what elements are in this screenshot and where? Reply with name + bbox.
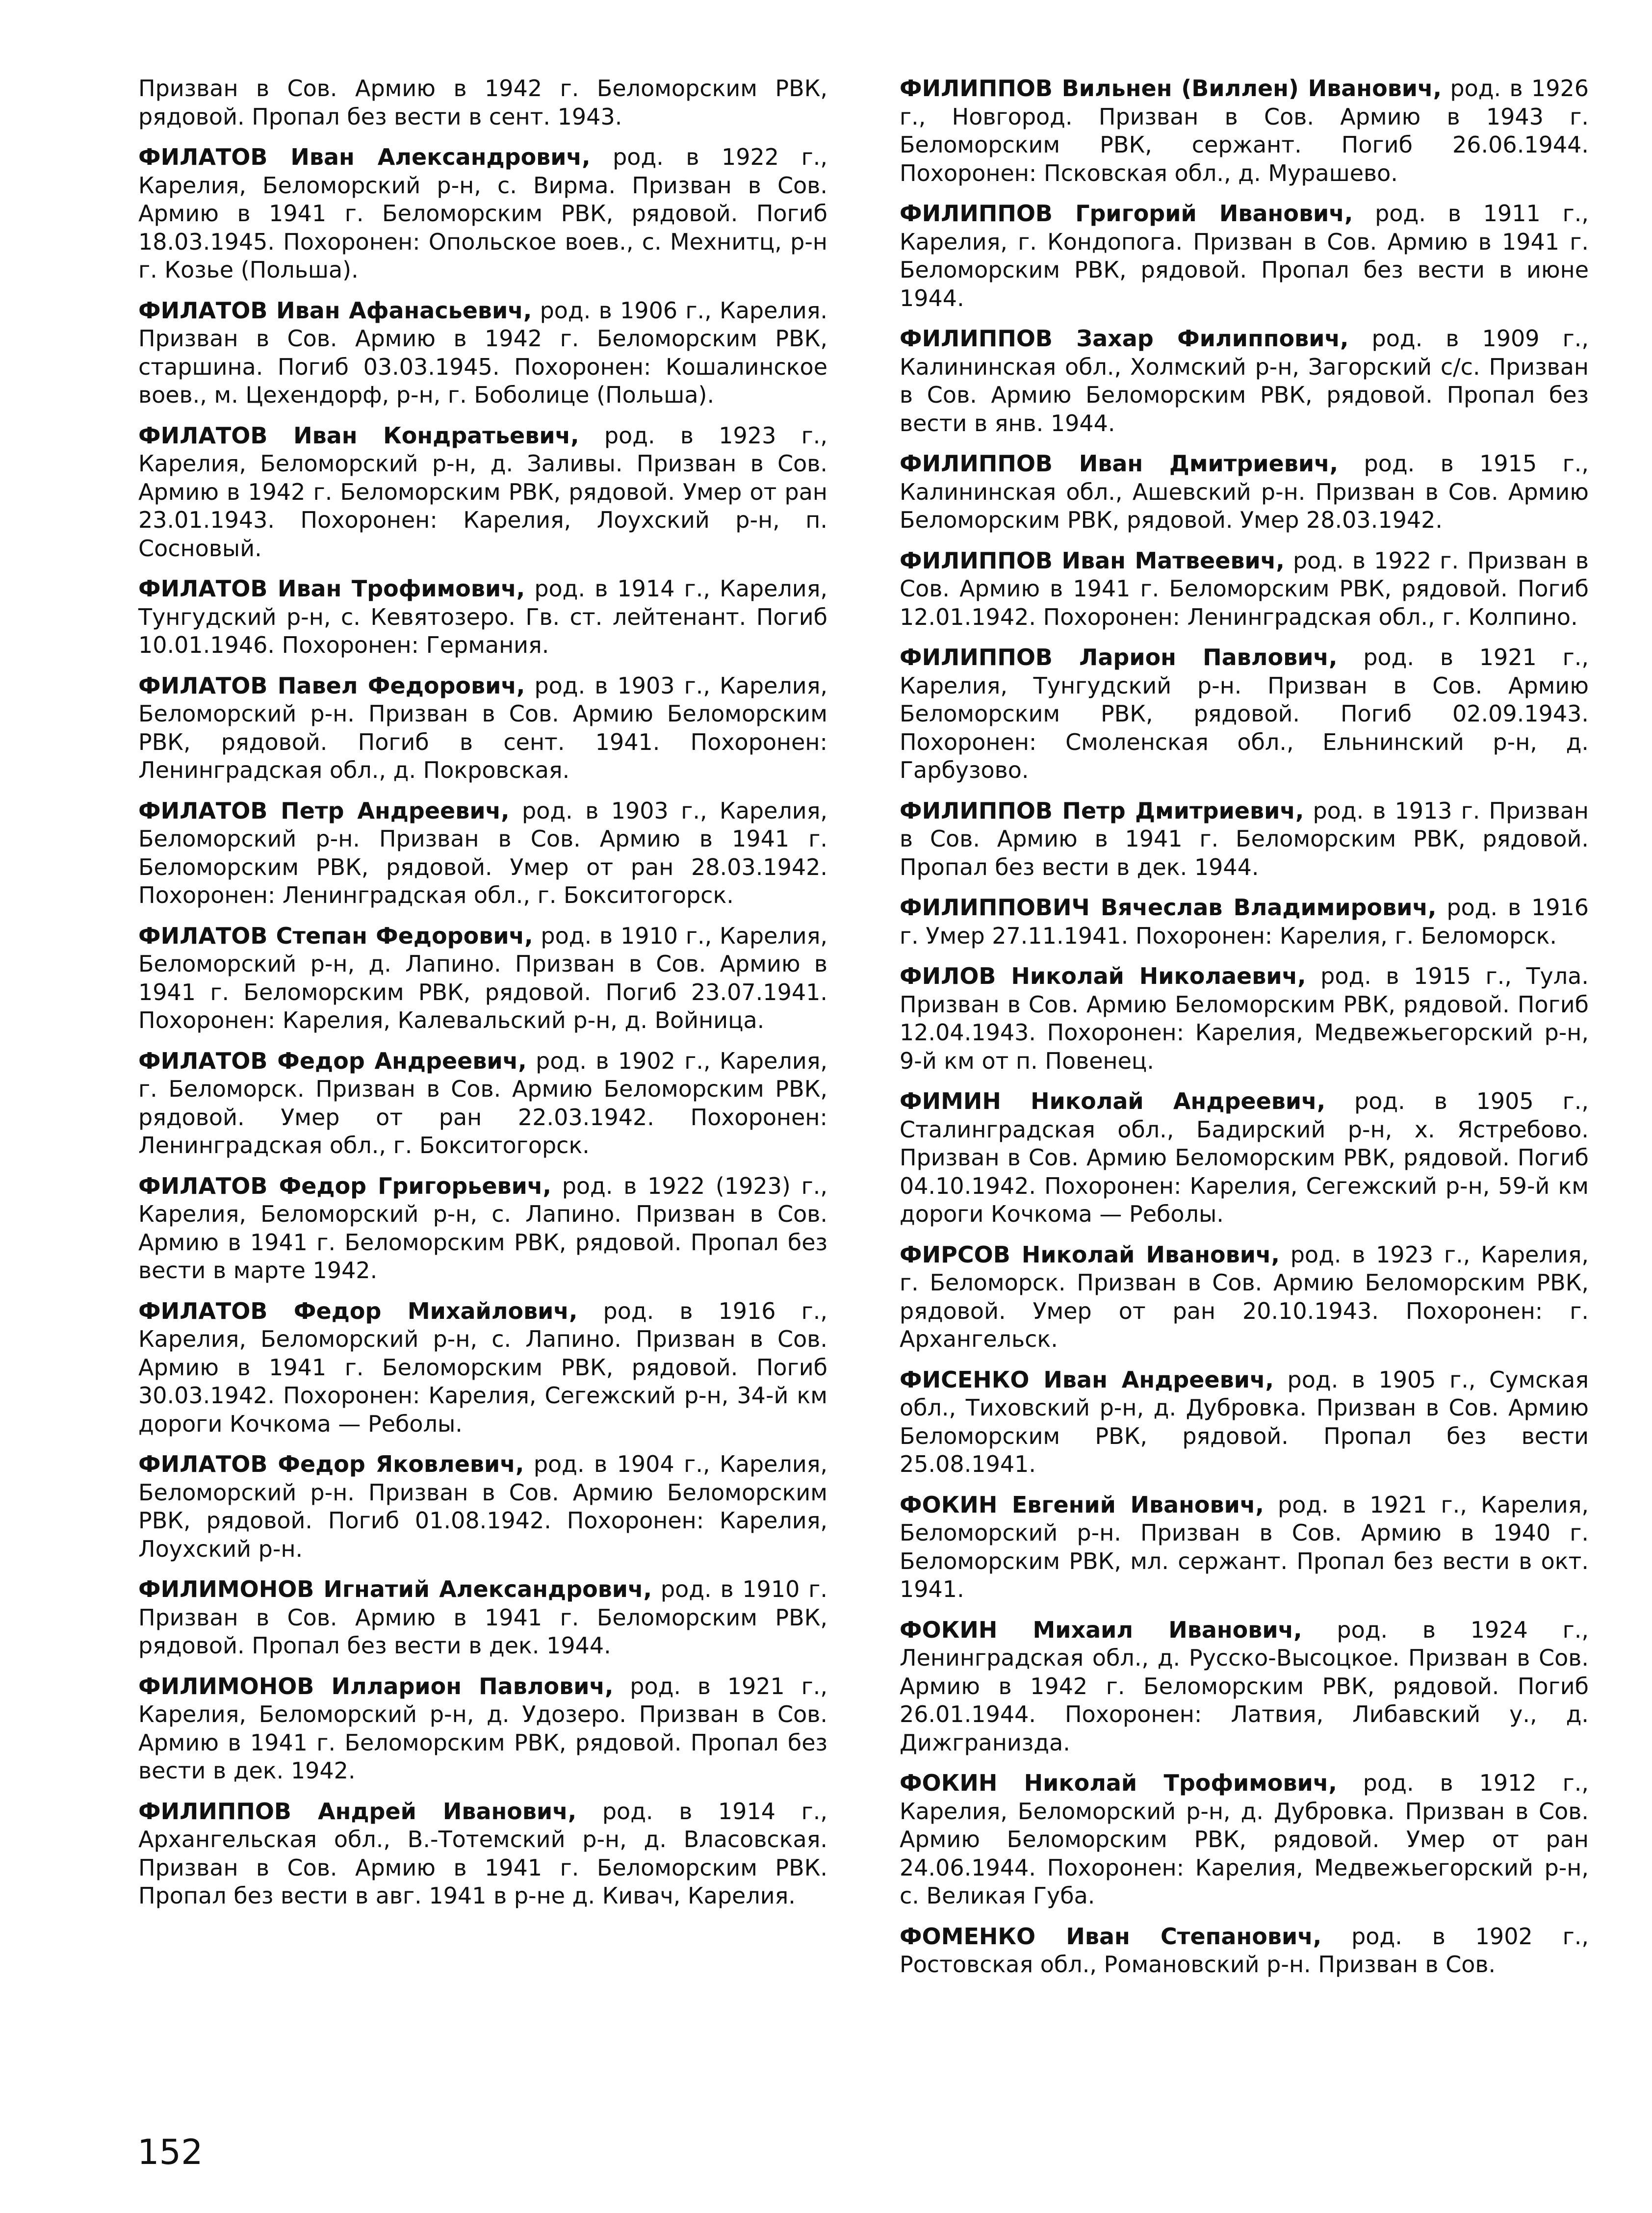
person-name: ФИРСОВ Николай Иванович, xyxy=(900,1241,1280,1268)
entry-text: род. в 1905 г., Сумская обл., Тиховский р-н, д. Дубровка. Призван в Сов. Армию Беломорским РВК, рядовой. Пропал без вести 25.08.1941. xyxy=(900,1366,1589,1477)
biography-entry xyxy=(138,1297,827,1439)
person-name: ФИЛИППОВ Захар Филиппович, xyxy=(900,325,1349,352)
biography-entry xyxy=(138,797,827,910)
person-name: ФИЛИМОНОВ Илларион Павлович, xyxy=(138,1673,614,1699)
biography-entry xyxy=(138,1798,827,1910)
entry-text: род. в 1921 г., Карелия, Беломорский р-н. Призван в Сов. Армию в 1940 г. Беломорским РВК, мл. сержант. Пропал без вести в окт. 1941. xyxy=(900,1491,1589,1602)
person-name: ФИСЕНКО Иван Андреевич, xyxy=(900,1366,1274,1393)
person-name: ФОКИН Николай Трофимович, xyxy=(900,1770,1337,1796)
biography-entry xyxy=(900,894,1589,950)
person-name: ФИЛИМОНОВ Игнатий Александрович, xyxy=(138,1576,652,1602)
entry-text: род. в 1922 г. Призван в Сов. Армию в 1941 г. Беломорским РВК, рядовой. Погиб 12.01.1942. Похоронен: Ленинградская обл., г. Колпино. xyxy=(900,547,1589,630)
biography-entry xyxy=(900,962,1589,1075)
entry-text: род. в 1926 г., Новгород. Призван в Сов. Армию в 1943 г. Беломорским РВК, сержант. Погиб 26.06.1944. Похоронен: Псковская обл., д. Мурашево. xyxy=(900,75,1589,186)
entry-text: род. в 1903 г., Карелия, Беломорский р-н. Призван в Сов. Армию Беломорским РВК, рядовой. Погиб в сент. 1941. Похоронен: Ленинградская обл., д. Покровская. xyxy=(138,672,827,783)
biography-entry xyxy=(900,1616,1589,1757)
person-name: ФОМЕНКО Иван Степанович, xyxy=(900,1923,1322,1950)
biography-entry xyxy=(138,1047,827,1160)
person-name: ФИЛИППОВ Петр Дмитриевич, xyxy=(900,797,1304,824)
biography-entry xyxy=(138,575,827,660)
entry-text: род. в 1923 г., Карелия, Беломорский р-н, д. Заливы. Призван в Сов. Армию в 1942 г. Беломорским РВК, рядовой. Умер от ран 23.01.1943. Похоронен: Карелия, Лоухский р-н, п. Сосновый. xyxy=(138,422,827,562)
biography-entry xyxy=(138,922,827,1035)
entry-text: род. в 1914 г., Архангельская обл., В.-Тотемский р-н, д. Власовская. Призван в Сов. Армию в 1941 г. Беломорским РВК. Пропал без вести в авг. 1941 в р-не д. Кивач, Карелия. xyxy=(138,1798,827,1909)
entry-text: род. в 1914 г., Карелия, Тунгудский р-н, с. Кевятозеро. Гв. ст. лейтенант. Погиб 10.01.1946. Похоронен: Германия. xyxy=(138,575,827,658)
entry-text: род. в 1921 г., Карелия, Тунгудский р-н. Призван в Сов. Армию Беломорским РВК, рядовой. Погиб 02.09.1943. Похоронен: Смоленская обл., Ельнинский р-н, д. Гарбузово. xyxy=(900,644,1589,783)
person-name: ФИЛАТОВ Федор Яковлевич, xyxy=(138,1451,524,1477)
biography-entry xyxy=(900,1923,1589,1979)
entry-text: род. в 1916 г., Карелия, Беломорский р-н, с. Лапино. Призван в Сов. Армию в 1941 г. Беломорским РВК, рядовой. Погиб 30.03.1942. Похоронен: Карелия, Сегежский р-н, 34-й км дороги Кочкома — Реболы. xyxy=(138,1297,827,1437)
person-name: ФИЛОВ Николай Николаевич, xyxy=(900,963,1306,989)
entry-text: род. в 1922 (1923) г., Карелия, Беломорский р-н, с. Лапино. Призван в Сов. Армию в 1941 г. Беломорским РВК, рядовой. Пропал без вести в марте 1942. xyxy=(138,1172,827,1284)
entry-text: род. в 1921 г., Карелия, Беломорский р-н, д. Удозеро. Призван в Сов. Армию в 1941 г. Беломорским РВК, рядовой. Пропал без вести в дек. 1942. xyxy=(138,1673,827,1784)
entry-text: род. в 1923 г., Карелия, г. Беломорск. Призван в Сов. Армию Беломорским РВК, рядовой. Умер от ран 20.10.1943. Похоронен: г. Архангельск. xyxy=(900,1241,1589,1352)
biography-entry xyxy=(900,1491,1589,1604)
biography-entry xyxy=(900,1087,1589,1229)
biography-entry xyxy=(138,422,827,563)
person-name: ФИЛИППОВ Иван Матвеевич, xyxy=(900,547,1285,574)
biography-entry xyxy=(138,75,827,131)
entry-text: род. в 1902 г., Ростовская обл., Романовский р-н. Призван в Сов. xyxy=(900,1923,1589,1978)
entry-text: род. в 1910 г. Призван в Сов. Армию в 1941 г. Беломорским РВК, рядовой. Пропал без вести в дек. 1944. xyxy=(138,1576,827,1659)
biography-entry xyxy=(900,200,1589,312)
left-column xyxy=(138,75,827,1923)
entry-text: род. в 1905 г., Сталинградская обл., Бадирский р-н, х. Ястребово. Призван в Сов. Армию Беломорским РВК, рядовой. Погиб 04.10.1942. Похоронен: Карелия, Сегежский р-н, 59-й км дороги Кочкома — Реболы. xyxy=(900,1088,1589,1227)
person-name: ФОКИН Евгений Иванович, xyxy=(900,1491,1264,1518)
entry-text: род. в 1911 г., Карелия, г. Кондопога. Призван в Сов. Армию в 1941 г. Беломорским РВК, рядовой. Пропал без вести в июне 1944. xyxy=(900,200,1589,311)
page-number: 152 xyxy=(137,2132,203,2172)
biography-entry xyxy=(900,75,1589,187)
person-name: ФИЛАТОВ Иван Кондратьевич, xyxy=(138,422,579,449)
entry-text: род. в 1922 г., Карелия, Беломорский р-н, с. Вирма. Призван в Сов. Армию в 1941 г. Беломорским РВК, рядовой. Погиб 18.03.1945. Похоронен: Опольское воев., с. Мехнитц, р-н г. Козье (Польша). xyxy=(138,144,827,283)
biography-entry xyxy=(900,797,1589,882)
entry-text: род. в 1903 г., Карелия, Беломорский р-н. Призван в Сов. Армию в 1941 г. Беломорским РВК, рядовой. Умер от ран 28.03.1942. Похоронен: Ленинградская обл., г. Бокситогорск. xyxy=(138,797,827,908)
biography-entry xyxy=(138,1172,827,1285)
biography-entry xyxy=(138,1450,827,1563)
entry-text: род. в 1915 г., Калининская обл., Ашевский р-н. Призван в Сов. Армию Беломорским РВК, рядовой. Умер 28.03.1942. xyxy=(900,450,1589,533)
person-name: ФИЛАТОВ Федор Григорьевич, xyxy=(138,1172,551,1199)
person-name: ФИЛАТОВ Степан Федорович, xyxy=(138,922,533,949)
entry-text: Призван в Сов. Армию в 1942 г. Беломорским РВК, рядовой. Пропал без вести в сент. 1943. xyxy=(138,75,827,130)
biography-entry xyxy=(138,297,827,410)
biography-entry xyxy=(900,1769,1589,1910)
biography-entry xyxy=(138,672,827,785)
entry-text: род. в 1912 г., Карелия, Беломорский р-н, д. Дубровка. Призван в Сов. Армию Беломорским РВК, рядовой. Умер от ран 24.06.1944. Похоронен: Карелия, Медвежьегорский р-н, с. Великая Губа. xyxy=(900,1770,1589,1909)
person-name: ФИЛАТОВ Федор Михайлович, xyxy=(138,1297,578,1324)
person-name: ФИМИН Николай Андреевич, xyxy=(900,1088,1326,1114)
person-name: ФИЛИППОВ Андрей Иванович, xyxy=(138,1798,577,1825)
person-name: ФИЛАТОВ Федор Андреевич, xyxy=(138,1047,527,1074)
entry-text: род. в 1909 г., Калининская обл., Холмский р-н, Загорский с/с. Призван в Сов. Армию Беломорским РВК, рядовой. Пропал без вести в янв. 1944. xyxy=(900,325,1589,437)
biography-entry xyxy=(900,1366,1589,1479)
biography-entry xyxy=(138,143,827,284)
person-name: ФИЛИППОВ Григорий Иванович, xyxy=(900,200,1353,227)
person-name: ФИЛАТОВ Иван Александрович, xyxy=(138,144,591,170)
entry-text: род. в 1904 г., Карелия, Беломорский р-н. Призван в Сов. Армию Беломорским РВК, рядовой. Погиб 01.08.1942. Похоронен: Карелия, Лоухский р-н. xyxy=(138,1451,828,1562)
entry-text: род. в 1916 г. Умер 27.11.1941. Похоронен: Карелия, г. Беломорск. xyxy=(900,894,1589,949)
entry-text: род. в 1902 г., Карелия, г. Беломорск. Призван в Сов. Армию Беломорским РВК, рядовой. Умер от ран 22.03.1942. Похоронен: Ленинградская обл., г. Бокситогорск. xyxy=(138,1047,828,1158)
person-name: ФИЛАТОВ Павел Федорович, xyxy=(138,672,525,699)
person-name: ФИЛИППОВ Иван Дмитриевич, xyxy=(900,450,1339,477)
entry-text: род. в 1915 г., Тула. Призван в Сов. Армию Беломорским РВК, рядовой. Погиб 12.04.1943. Похоронен: Карелия, Медвежьегорский р-н, 9-й км от п. Повенец. xyxy=(900,963,1589,1074)
entry-text: род. в 1913 г. Призван в Сов. Армию в 1941 г. Беломорским РВК, рядовой. Пропал без вести в дек. 1944. xyxy=(900,797,1589,880)
person-name: ФИЛИППОВ Ларион Павлович, xyxy=(900,644,1338,670)
entry-text: род. в 1924 г., Ленинградская обл., д. Русско-Высоцкое. Призван в Сов. Армию в 1942 г. Беломорским РВК, рядовой. Погиб 26.01.1944. Похоронен: Латвия, Либавский у., д. Дижгранизда. xyxy=(900,1616,1589,1756)
right-column xyxy=(900,75,1589,1991)
entry-text: род. в 1910 г., Карелия, Беломорский р-н, д. Лапино. Призван в Сов. Армию в 1941 г. Беломорским РВК, рядовой. Погиб 23.07.1941. Похоронен: Карелия, Калевальский р-н, д. Войница. xyxy=(138,922,827,1033)
biography-entry xyxy=(138,1673,827,1785)
biography-entry xyxy=(900,1241,1589,1354)
person-name: ФИЛИППОВИЧ Вячеслав Владимирович, xyxy=(900,894,1437,921)
biography-entry xyxy=(900,643,1589,785)
entry-text: род. в 1906 г., Карелия. Призван в Сов. Армию в 1942 г. Беломорским РВК, старшина. Погиб 03.03.1945. Похоронен: Кошалинское воев., м. Цехендорф, р-н, г. Боболице (Польша). xyxy=(138,297,828,408)
person-name: ФИЛАТОВ Петр Андреевич, xyxy=(138,797,510,824)
person-name: ФИЛАТОВ Иван Афанасьевич, xyxy=(138,297,532,324)
biography-entry xyxy=(900,450,1589,535)
person-name: ФИЛАТОВ Иван Трофимович, xyxy=(138,575,525,602)
biography-entry xyxy=(900,547,1589,632)
person-name: ФИЛИППОВ Вильнен (Виллен) Иванович, xyxy=(900,75,1442,102)
biography-entry xyxy=(900,325,1589,437)
biography-entry xyxy=(138,1575,827,1660)
person-name: ФОКИН Михаил Иванович, xyxy=(900,1616,1302,1643)
